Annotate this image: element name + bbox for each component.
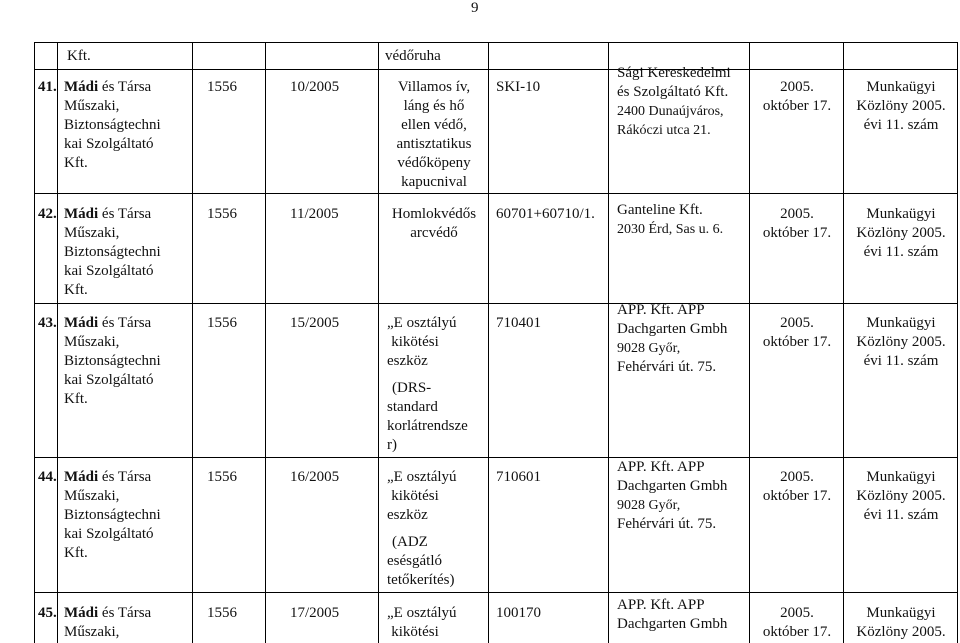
product-name — [387, 468, 487, 590]
manufacturer-line: 2030 Érd, Sas u. 6. — [617, 222, 724, 237]
applicant-line: kai Szolgáltató — [64, 372, 154, 388]
applicant-line: Műszaki, — [64, 624, 120, 640]
manufacturer-line: 9028 Győr, — [617, 341, 681, 356]
row-divider — [34, 42, 957, 43]
applicant-line: Műszaki, — [64, 225, 120, 241]
applicant-line: kai Szolgáltató — [64, 136, 154, 152]
product-line: kikötési — [391, 624, 439, 640]
product-line: kikötési — [391, 488, 439, 504]
applicant-name-rest: és Társa — [98, 315, 152, 331]
applicant-name — [64, 468, 188, 563]
applicant-line: Biztonságtechni — [64, 117, 161, 133]
product-name — [387, 604, 487, 642]
row-number: 42. — [38, 206, 57, 222]
product-line: standard — [387, 399, 438, 415]
issue-date — [752, 314, 842, 352]
certificate-number: 16/2005 — [290, 469, 340, 485]
date-year: 2005. — [780, 469, 814, 485]
publication-line: évi 11. szám — [863, 353, 939, 369]
date-day: október 17. — [762, 98, 832, 114]
applicant-name-rest: és Társa — [98, 605, 152, 621]
manufacturer-line: Dachgarten Gmbh — [617, 321, 728, 337]
publication-line: évi 11. szám — [863, 244, 939, 260]
product-line: Villamos ív, — [397, 79, 471, 95]
product-name — [380, 205, 488, 243]
col-divider — [34, 42, 35, 643]
manufacturer-line: Dachgarten Gmbh — [617, 478, 728, 494]
col-divider — [749, 42, 750, 643]
applicant-line: Kft. — [64, 282, 88, 298]
applicant-line: kai Szolgáltató — [64, 526, 154, 542]
manufacturer-line: Rákóczi utca 21. — [617, 123, 711, 138]
product-line: (ADZ — [392, 534, 428, 550]
applicant-name-rest: és Társa — [98, 206, 152, 222]
publication — [845, 468, 957, 525]
product-line: „E osztályú — [387, 605, 457, 621]
applicant-name-bold: Mádi — [64, 469, 99, 485]
certificate-number: 17/2005 — [290, 605, 340, 621]
applicant-name-rest: és Társa — [98, 469, 152, 485]
product-type: 710401 — [496, 315, 541, 331]
date-day: október 17. — [762, 624, 832, 640]
manufacturer — [617, 301, 749, 377]
product-line: „E osztályú — [387, 469, 457, 485]
publication-line: Munkaügyi — [866, 79, 936, 95]
applicant-line: Biztonságtechni — [64, 244, 161, 260]
issue-date — [752, 205, 842, 243]
manufacturer — [617, 596, 749, 634]
manufacturer-line: APP. Kft. APP — [617, 459, 705, 475]
publication — [845, 604, 957, 642]
col-divider — [608, 42, 609, 643]
body-code: 1556 — [207, 469, 237, 485]
date-day: október 17. — [762, 488, 832, 504]
col-divider — [843, 42, 844, 643]
row-number: 41. — [38, 79, 57, 95]
product-line: r) — [387, 437, 397, 453]
publication-line: évi 11. szám — [863, 507, 939, 523]
applicant-name — [64, 78, 188, 173]
applicant-continuation: Kft. — [67, 48, 91, 64]
applicant-line: Kft. — [64, 391, 88, 407]
product-name — [380, 78, 488, 192]
manufacturer-line: 9028 Győr, — [617, 498, 681, 513]
publication — [845, 205, 957, 262]
applicant-line: kai Szolgáltató — [64, 263, 154, 279]
issue-date — [752, 78, 842, 116]
manufacturer — [617, 458, 749, 534]
row-number: 43. — [38, 315, 57, 331]
row-number: 45. — [38, 605, 57, 621]
date-day: október 17. — [762, 334, 832, 350]
col-divider — [57, 42, 58, 643]
product-line: Homlokvédős — [391, 206, 477, 222]
applicant-name-bold: Mádi — [64, 605, 99, 621]
applicant-line: Műszaki, — [64, 334, 120, 350]
publication — [845, 314, 957, 371]
col-divider — [957, 42, 958, 643]
applicant-name — [64, 604, 188, 642]
product-line: korlátrendsze — [387, 418, 468, 434]
product-line: kapucnival — [401, 174, 467, 190]
publication-line: Közlöny 2005. — [856, 488, 946, 504]
applicant-name-bold: Mádi — [64, 206, 99, 222]
manufacturer-line: Dachgarten Gmbh — [617, 616, 728, 632]
product-type: 710601 — [496, 469, 541, 485]
product-line: ellen védő, — [401, 117, 467, 133]
body-code: 1556 — [207, 79, 237, 95]
page-number: 9 — [471, 0, 479, 16]
col-divider — [192, 42, 193, 643]
applicant-name-rest: és Társa — [98, 79, 152, 95]
applicant-line: Műszaki, — [64, 488, 120, 504]
manufacturer-line: Sági Kereskedelmi — [617, 65, 731, 81]
applicant-name — [64, 205, 188, 300]
date-year: 2005. — [780, 79, 814, 95]
manufacturer-line: 2400 Dunaújváros, — [617, 104, 724, 119]
manufacturer-line: Fehérvári út. 75. — [617, 359, 717, 375]
product-type: SKI-10 — [496, 79, 541, 95]
publication-line: évi 11. szám — [863, 117, 939, 133]
applicant-line: Kft. — [64, 545, 88, 561]
row-divider — [34, 592, 957, 593]
certificate-number: 10/2005 — [290, 79, 340, 95]
publication-line: Közlöny 2005. — [856, 624, 946, 640]
product-type: 100170 — [496, 605, 541, 621]
publication-line: Közlöny 2005. — [856, 98, 946, 114]
applicant-name — [64, 314, 188, 409]
col-divider — [488, 42, 489, 643]
publication-line: Közlöny 2005. — [856, 225, 946, 241]
row-divider — [34, 69, 957, 70]
product-line: antisztatikus — [396, 136, 472, 152]
body-code: 1556 — [207, 206, 237, 222]
applicant-line: Kft. — [64, 155, 88, 171]
body-code: 1556 — [207, 315, 237, 331]
applicant-name-bold: Mádi — [64, 315, 99, 331]
row-divider — [34, 193, 957, 194]
issue-date — [752, 468, 842, 506]
manufacturer-line: APP. Kft. APP — [617, 597, 705, 613]
body-code: 1556 — [207, 605, 237, 621]
row-number: 44. — [38, 469, 57, 485]
publication-line: Munkaügyi — [866, 605, 936, 621]
date-year: 2005. — [780, 206, 814, 222]
certificate-number: 11/2005 — [290, 206, 339, 222]
publication-line: Közlöny 2005. — [856, 334, 946, 350]
manufacturer-line: és Szolgáltató Kft. — [617, 84, 729, 100]
applicant-line: Biztonságtechni — [64, 507, 161, 523]
applicant-line: Biztonságtechni — [64, 353, 161, 369]
manufacturer-line: Ganteline Kft. — [617, 202, 703, 218]
publication-line: Munkaügyi — [866, 206, 936, 222]
product-line: tetőkerítés) — [387, 572, 455, 588]
row-divider — [34, 303, 957, 304]
date-day: október 17. — [762, 225, 832, 241]
product-line: esésgátló — [387, 553, 442, 569]
row-divider — [34, 457, 957, 458]
manufacturer — [617, 201, 749, 239]
applicant-line: Műszaki, — [64, 98, 120, 114]
product-line: védőköpeny — [397, 155, 471, 171]
product-name — [387, 314, 487, 455]
issue-date — [752, 604, 842, 642]
date-year: 2005. — [780, 315, 814, 331]
product-line: láng és hő — [403, 98, 465, 114]
product-line: „E osztályú — [387, 315, 457, 331]
certificate-number: 15/2005 — [290, 315, 340, 331]
manufacturer-line: Fehérvári út. 75. — [617, 516, 717, 532]
col-divider — [378, 42, 379, 643]
publication-line: Munkaügyi — [866, 315, 936, 331]
publication — [845, 78, 957, 135]
product-line: eszköz — [387, 507, 428, 523]
product-line: arcvédő — [410, 225, 458, 241]
product-type: 60701+60710/1. — [496, 206, 595, 222]
applicant-name-bold: Mádi — [64, 79, 99, 95]
publication-line: Munkaügyi — [866, 469, 936, 485]
product-line: eszköz — [387, 353, 428, 369]
col-divider — [265, 42, 266, 643]
product-line: (DRS- — [392, 380, 432, 396]
date-year: 2005. — [780, 605, 814, 621]
product-continuation: védőruha — [385, 48, 441, 64]
manufacturer-line: APP. Kft. APP — [617, 302, 705, 318]
product-line: kikötési — [391, 334, 439, 350]
manufacturer — [617, 64, 749, 140]
